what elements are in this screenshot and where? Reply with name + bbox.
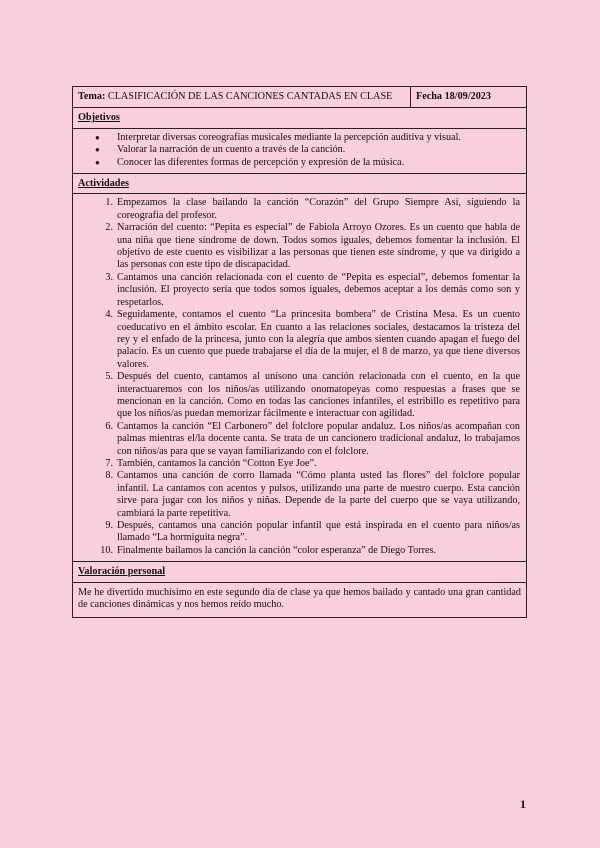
actividad-text: Cantamos una canción de corro llamada “Cómo planta usted las flores” del folclore popular infantil. La cantamos con acentos y pulsos, utilizando una parte de nuestro cuerpo. Esta canción sirve para jugar con los niños y niñas. Depende de la parte del cuerpo que se vaya utilizando, cambiará la parte repetitiva. [117,470,520,519]
actividad-number: 2. [105,222,113,234]
actividades-title: Actividades [73,173,526,193]
actividad-item [105,309,520,371]
objetivos-list [79,132,520,169]
actividad-item [105,470,520,520]
actividades-list [79,197,520,557]
actividad-number: 5. [105,371,113,383]
valoracion-title: Valoración personal [73,561,526,581]
actividad-text: Empezamos la clase bailando la canción “Corazón” del Grupo Siempre Así, siguiendo la coreografía del profesor. [117,197,520,221]
actividad-item [105,222,520,272]
topic-text: CLASIFICACIÓN DE LAS CANCIONES CANTADAS EN CLASE [107,91,393,102]
actividades-body [73,193,526,561]
page-number: 1 [520,797,526,811]
actividad-number: 8. [105,470,113,482]
actividad-item [105,457,520,470]
actividad-number: 6. [105,420,113,432]
actividad-text: Cantamos una canción relacionada con el cuento de “Pepita es especial”, debemos fomentar la inclusión. El proyecto sería que todos somos iguales, debemos aceptar a los demás como son y respetarlos. [117,271,520,308]
actividad-text: Después, cantamos una canción popular infantil que está inspirada en el cuento para niños/as llamado “La hormiguita negra”. [117,520,520,544]
actividad-text: Después del cuento, cantamos al unísono una canción relacionada con el cuento, en la que interactuaremos con los niños/as utilizando onomatopeyas como respuestas a frases que se mencionan en la canción. Como en todas las canciones infantiles, el estribillo es repetitivo para que los niños/as puedan memorizar fácilmente e interactuar con agilidad. [117,371,520,420]
actividad-text: Narración del cuento: “Pepita es especial” de Fabiola Arroyo Ozores. Es un cuento que habla de una niña que tiene síndrome de down. Todos somos iguales, debemos fomentar la inclusión. El objetivo de este cuento es visibilizar a las personas que tienen este síndrome, y que va dirigido a las personas con este tipo de discapacidad. [117,222,520,271]
date-cell: Fecha 18/09/2023 [410,87,526,107]
topic-label: Tema: [78,91,106,102]
actividad-item [105,371,520,421]
actividad-item [105,420,520,458]
actividad-text: Cantamos la canción “El Carbonero” del folclore popular andaluz. Los niños/as acompañan con palmas mientras el/la docente canta. Se trata de un cancionero tradicional andaluz, lo trabajamos con niños/as para que se vayan familiarizando con el folclore. [117,420,520,457]
actividad-number: 1. [105,197,113,209]
objetivo-item: ● Conocer las diferentes formas de percepción y expresión de la música. [117,157,520,169]
actividad-text: Finalmente bailamos la canción la canción “color esperanza” de Diego Torres. [117,544,437,556]
actividad-number: 10. [100,544,113,556]
valoracion-text: Me he divertido muchísimo en este segundo día de clase ya que hemos bailado y cantado una gran cantidad de canciones dinámicas y nos hemos reído mucho. [73,582,526,618]
actividad-item [100,544,520,557]
header-row [73,87,526,107]
actividad-number: 3. [105,271,113,283]
actividad-text: También, cantamos la canción “Cotton Eye Joe”. [117,457,317,469]
objetivo-item: ● Interpretar diversas coreografías musicales mediante la percepción auditiva y visual. [117,132,520,144]
actividad-item [105,271,520,309]
actividad-number: 9. [105,520,113,531]
actividad-item [105,197,520,222]
topic-cell [73,87,410,107]
actividad-item [105,520,520,545]
actividad-number: 4. [105,309,113,321]
objetivos-title: Objetivos [73,107,526,127]
actividad-number: 7. [105,457,113,469]
actividad-text: Seguidamente, contamos el cuento “La princesita bombera” de Cristina Mesa. Es un cuento coeducativo en el ámbito escolar. En cuanto a las relaciones sociales, destacamos la tristeza del rey y el enfado de la princesa, junto con la alegría que ambos sienten cuando apagan el fuego del palacio. Es un cuento que puede trabajarse el día de la mujer, el 8 de marzo, ya que tiene diversos valores. [117,309,520,370]
objetivos-body [73,128,526,173]
objetivo-item: ● Valorar la narración de un cuento a través de la canción. [117,144,520,156]
lesson-table [72,86,527,618]
